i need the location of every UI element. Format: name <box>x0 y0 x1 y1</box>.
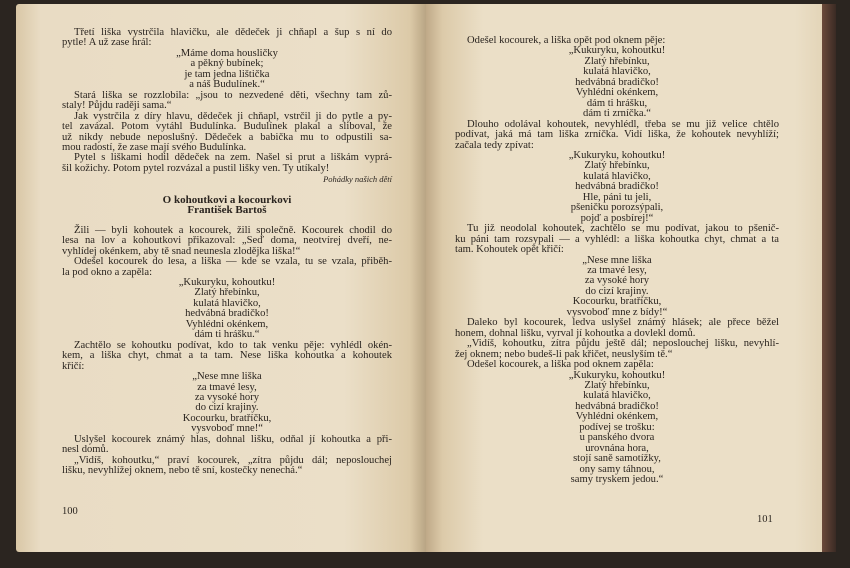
paragraph-start: Tu již neodolal kohoutek, zachtělo se mu podívat, jakou to pšenič- <box>467 223 779 235</box>
paragraph-start: Odešel kocourek do lesa, a liška — kde se vzala, tu se vzala, přiběh- <box>74 256 392 268</box>
paragraph-start: Daleko byl kocourek, ledva uslyšel známý hlásek; ale přece běžel <box>467 317 779 329</box>
verse-line: vysvoboď mne!“ <box>191 423 263 435</box>
verse-line: „Nese mne liška <box>582 254 652 266</box>
verse-line: do cizí krajiny. <box>585 285 649 297</box>
verse-line: dám ti zrníčka.“ <box>583 108 651 120</box>
book-edge <box>822 4 836 552</box>
verse-line: hedvábná bradičko! <box>185 308 269 320</box>
paragraph-end: křičí: <box>62 360 85 372</box>
paragraph-end: honem, dohnal lišku, vyrval jí kohoutka a dovlekl domů. <box>455 327 696 339</box>
paragraph-start: Dlouho odolával kohoutek, nevyhlédl, třeba se mu již velice chtělo <box>467 118 779 130</box>
paragraph-line: Odešel kocourek, a liška opět pod oknem pěje: <box>467 35 666 46</box>
verse-line: samy tryskem jedou.“ <box>570 474 664 486</box>
source-attribution: Pohádky našich dětí <box>323 174 392 185</box>
verse-line: hedvábná bradičko! <box>575 400 659 412</box>
verse-line: Zlatý hřebínku, <box>584 379 650 391</box>
paragraph-end: vyhlídej okénkem, aby tě snad neunesla zlodějka liška!“ <box>62 245 301 257</box>
story-title: O kohoutkovi a kocourkovi <box>162 193 292 206</box>
paragraph-end: la pod okno a zapěla: <box>62 266 153 278</box>
right-page <box>426 4 836 552</box>
paragraph-line: Odešel kocourek, a liška pod oknem zapěla: <box>467 359 654 371</box>
prose-line: tel zavázal. Potom vytáhl Budulínka. Budulínek plakal a sliboval, že <box>62 121 392 133</box>
left-page <box>16 4 426 552</box>
paragraph-end: mou radostí, že zase mají svého Budulínka. <box>62 141 247 153</box>
paragraph-end: žej oknem; nebo budeš-li pak křičet, neuslyším tě.“ <box>455 348 673 360</box>
page-number: 101 <box>757 514 773 525</box>
paragraph-end: začala tedy zpívat: <box>455 139 534 151</box>
verse-line: Vyhlédni okénkem, <box>185 318 269 330</box>
verse-line: „Kukuryku, kohoutku! <box>568 149 666 161</box>
verse-line: „Nese mne liška <box>192 371 262 383</box>
prose-line: podívat, jaká má tam liška zrníčka. Vidí liška, že kohoutek nevyhlíží; <box>455 129 779 141</box>
page-number: 100 <box>62 506 78 517</box>
verse-line: za tmavé lesy, <box>587 264 647 276</box>
paragraph-end: staly! Půjdu raději sama.“ <box>62 100 172 112</box>
verse-line: pšeničku porozsýpali, <box>570 202 664 214</box>
paragraph-start: „Vidíš, kohoutku, zítra půjdu ještě dál; neposlouchej lišku, nevyhlí- <box>467 338 779 350</box>
verse-line: Kocourku, bratříčku, <box>572 296 662 308</box>
verse-line: stojí saně samotížky, <box>573 453 661 465</box>
prose-line: lesa na lov a kohoutkovi přikazoval: „Seď doma, neotvírej dveří, ne- <box>62 235 392 247</box>
paragraph-start: Stará liška se rozzlobila: „jsou to nezvedené děti, všechny tam zů- <box>74 89 392 101</box>
story-title: František Bartoš <box>187 204 267 217</box>
verse-line: za vysoké hory <box>584 275 650 287</box>
left-page-text <box>62 28 392 477</box>
verse-line: dám ti hrášku, <box>586 97 648 109</box>
verse-line: hedvábná bradičko! <box>575 181 659 193</box>
prose-line: už nikdy nebude neposlušný. Dědeček a babička mu to odpustili sa- <box>62 131 392 143</box>
verse-line: „Kukuryku, kohoutku! <box>568 369 666 381</box>
verse-line: Zlatý hřebínku, <box>584 160 650 172</box>
verse-line: za vysoké hory <box>194 391 260 403</box>
verse-line: Zlatý hřebínku, <box>194 287 260 299</box>
verse-line: kulatá hlavičko, <box>583 390 651 402</box>
verse-line: a náš Budulínek.“ <box>189 79 265 91</box>
paragraph-start: Žili — byli kohoutek a kocourek, žili společně. Kocourek chodil do <box>74 224 392 236</box>
verse-line: Zlatý hřebínku, <box>584 55 650 67</box>
verse-line: Vyhlédni okénkem, <box>575 411 659 423</box>
verse-line: „Kukuryku, kohoutku! <box>568 45 666 57</box>
paragraph-start: „Vidíš, kohoutku,“ praví kocourek, „zítra půjdu dál; neposlouchej <box>74 454 392 466</box>
paragraph-start: Uslyšel kocourek známý hlas, dohnal lišku, odňal jí kohoutka a při- <box>74 433 392 445</box>
paragraph-end: lišku, nevyhlížej oknem, nebo tě sní, kostečky nenechá.“ <box>62 465 303 477</box>
verse-line: dám ti hrášku.“ <box>194 329 260 341</box>
paragraph-start: Zachtělo se kohoutku podívat, kdo to tak venku pěje: vyhlédl okén- <box>74 339 392 351</box>
verse-line: Vyhlédni okénkem, <box>575 87 659 99</box>
paragraph-start: Třetí liška vystrčila hlavičku, ale dědeček ji chňapl a šup s ní do <box>74 27 392 38</box>
verse-line: do cizí krajiny. <box>195 402 259 414</box>
verse-line: ony samy táhnou, <box>579 463 655 475</box>
verse-line: kulatá hlavičko, <box>583 66 651 78</box>
paragraph-end: pytle! A už zase hrál: <box>62 37 152 49</box>
paragraph-start: Jak vystrčila z díry hlavu, dědeček ji chňapl, vstrčil ji do pytle a py- <box>74 110 392 122</box>
paragraph-end: tam. Kohoutek opět křičí: <box>455 244 564 256</box>
right-page-text <box>455 36 779 485</box>
verse-line: a pěkný bubínek; <box>190 58 264 70</box>
verse-line: je tam jedna lištička <box>184 68 270 80</box>
verse-line: urovnána hora, <box>585 442 649 454</box>
verse-line: za tmavé lesy, <box>197 381 257 393</box>
prose-line: kem, a liška chyt, chmat a ta tam. Nese liška kohoutka a kohoutek <box>62 350 392 362</box>
verse-line: kulatá hlavičko, <box>193 297 261 309</box>
verse-line: kulatá hlavičko, <box>583 170 651 182</box>
verse-line: „Kukuryku, kohoutku! <box>178 276 276 288</box>
verse-line: podívej se trošku: <box>579 421 655 433</box>
verse-line: Kocourku, bratříčku, <box>182 412 272 424</box>
paragraph-start: Pytel s liškami hodil dědeček na zem. Našel si prut a liškám vyprá- <box>74 152 392 164</box>
prose-line: ku páni tam rozsypali — a vyhlédl: a liška kohoutka chyt, chmat a ta <box>455 233 779 245</box>
verse-line: u panského dvora <box>579 432 655 444</box>
verse-line: pojď a posbírej!“ <box>580 212 654 224</box>
paragraph-end: nesl domů. <box>62 444 109 456</box>
verse-line: hedvábná bradičko! <box>575 76 659 88</box>
verse-line: vysvoboď mne z bídy!“ <box>566 306 668 318</box>
verse-line: „Máme doma housličky <box>176 47 278 59</box>
verse-line: Hle, páni tu jeli, <box>582 191 652 203</box>
paragraph-end: šil kožichy. Potom pytel rozvázal a pustil lišky ven. Ty utíkaly! <box>62 162 330 174</box>
